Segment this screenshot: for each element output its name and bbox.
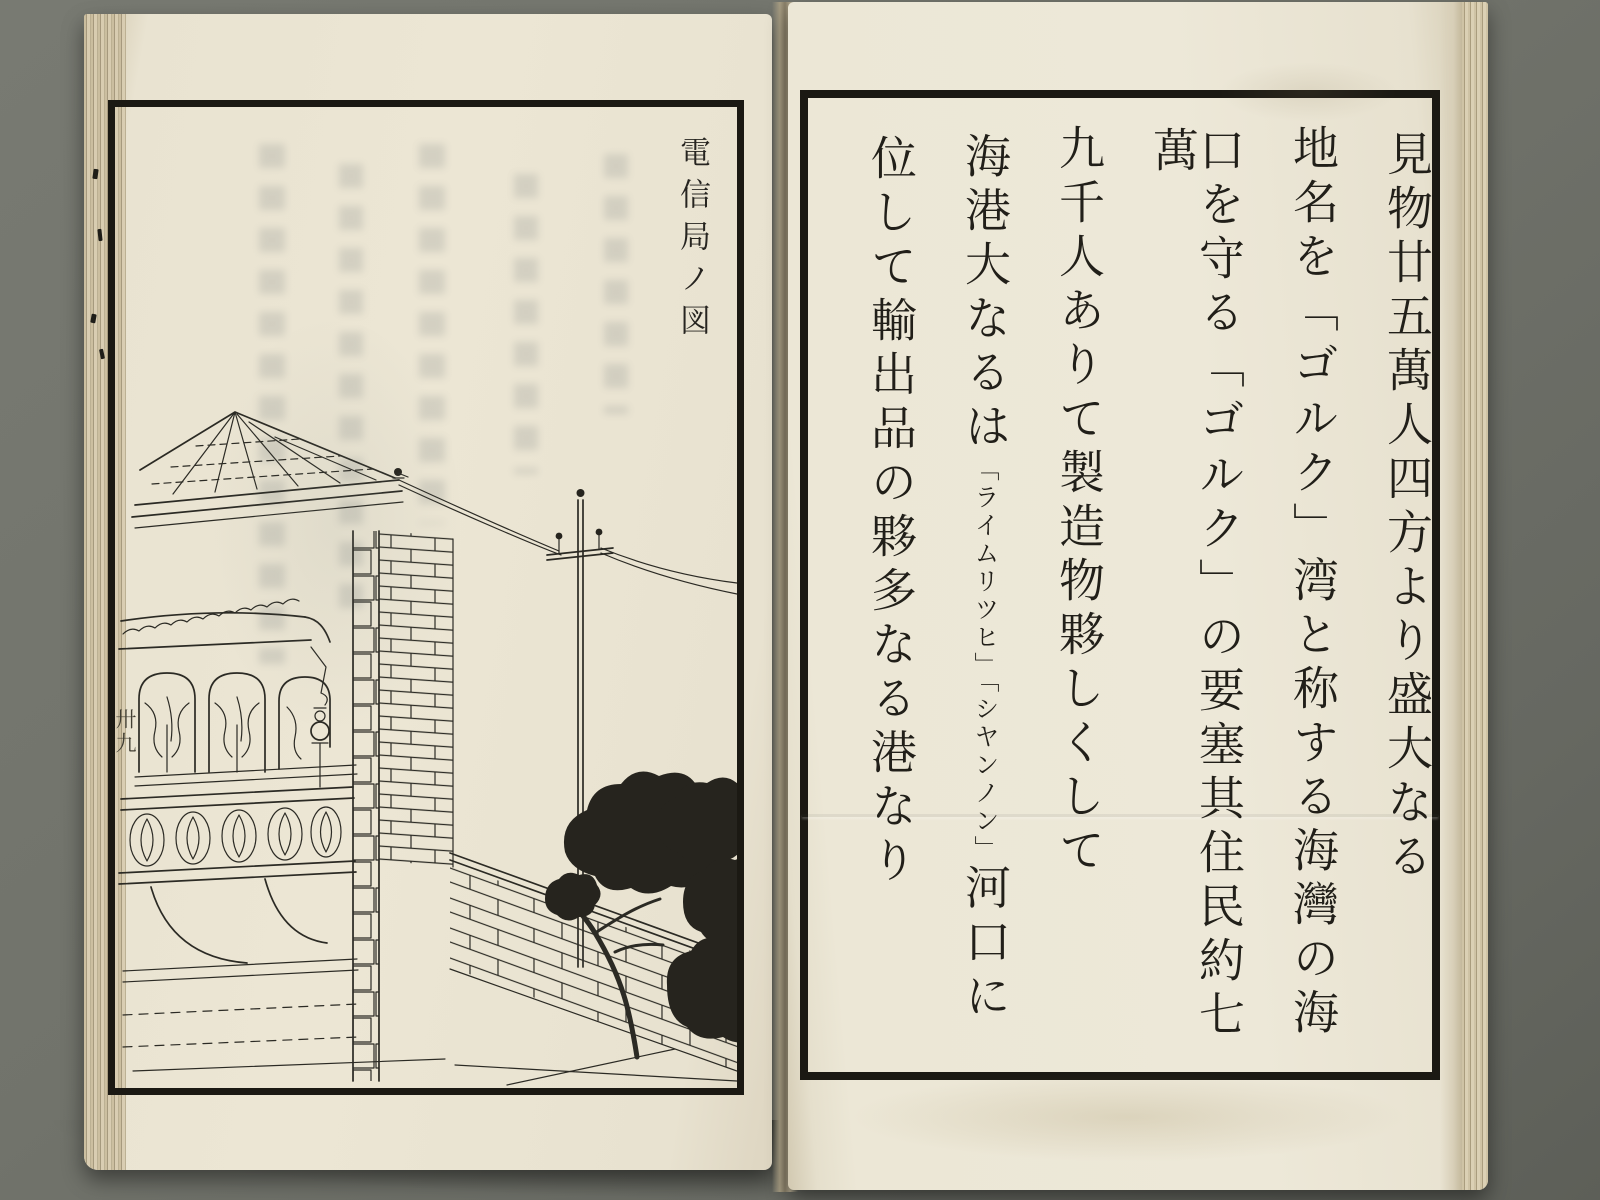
calligraphy-text-block xyxy=(818,124,1434,1068)
text-column-3: 口を守る「ゴルク」の要塞其住民約七萬 xyxy=(1146,126,1246,1044)
telegraph-office-illustration xyxy=(115,107,737,1088)
text-column-2: 地名を「ゴルク」湾と称する海灣の海 xyxy=(1286,124,1340,1042)
left-page xyxy=(84,14,772,1170)
column-5-katakana-annotation: 「ライムリツヒ」「シヤンノン」 xyxy=(971,456,1000,864)
column-5-main: 海港大なるは xyxy=(958,132,1012,456)
right-page xyxy=(788,2,1488,1190)
illustration-caption: 電信局ノ図 xyxy=(674,136,710,346)
book-cover-edge xyxy=(88,1148,508,1182)
balcony-canopy-roof xyxy=(119,599,330,705)
text-column-5 xyxy=(958,124,1012,1076)
hip-roof xyxy=(132,412,408,528)
open-book xyxy=(84,0,1504,1200)
text-column-1: 見物廿五萬人四方より盛大なる xyxy=(1380,130,1434,886)
brick-corner xyxy=(353,531,453,1081)
paper-stain xyxy=(848,1072,1408,1162)
page-number-marker: 卅九 xyxy=(113,708,137,756)
fore-edge-fold xyxy=(1440,2,1462,1190)
telegraph-wires-right xyxy=(601,548,737,594)
balcony-balustrade xyxy=(119,787,358,1047)
text-column-6: 位して輸出品の夥多なる港なり xyxy=(864,134,918,890)
column-5-tail: 河口に xyxy=(958,863,1012,1026)
ground-lines xyxy=(133,1049,737,1085)
arched-windows xyxy=(135,673,357,786)
text-column-4: 九千人ありて製造物夥しくして xyxy=(1052,124,1106,880)
page-edge-stack-right xyxy=(1462,2,1488,1190)
